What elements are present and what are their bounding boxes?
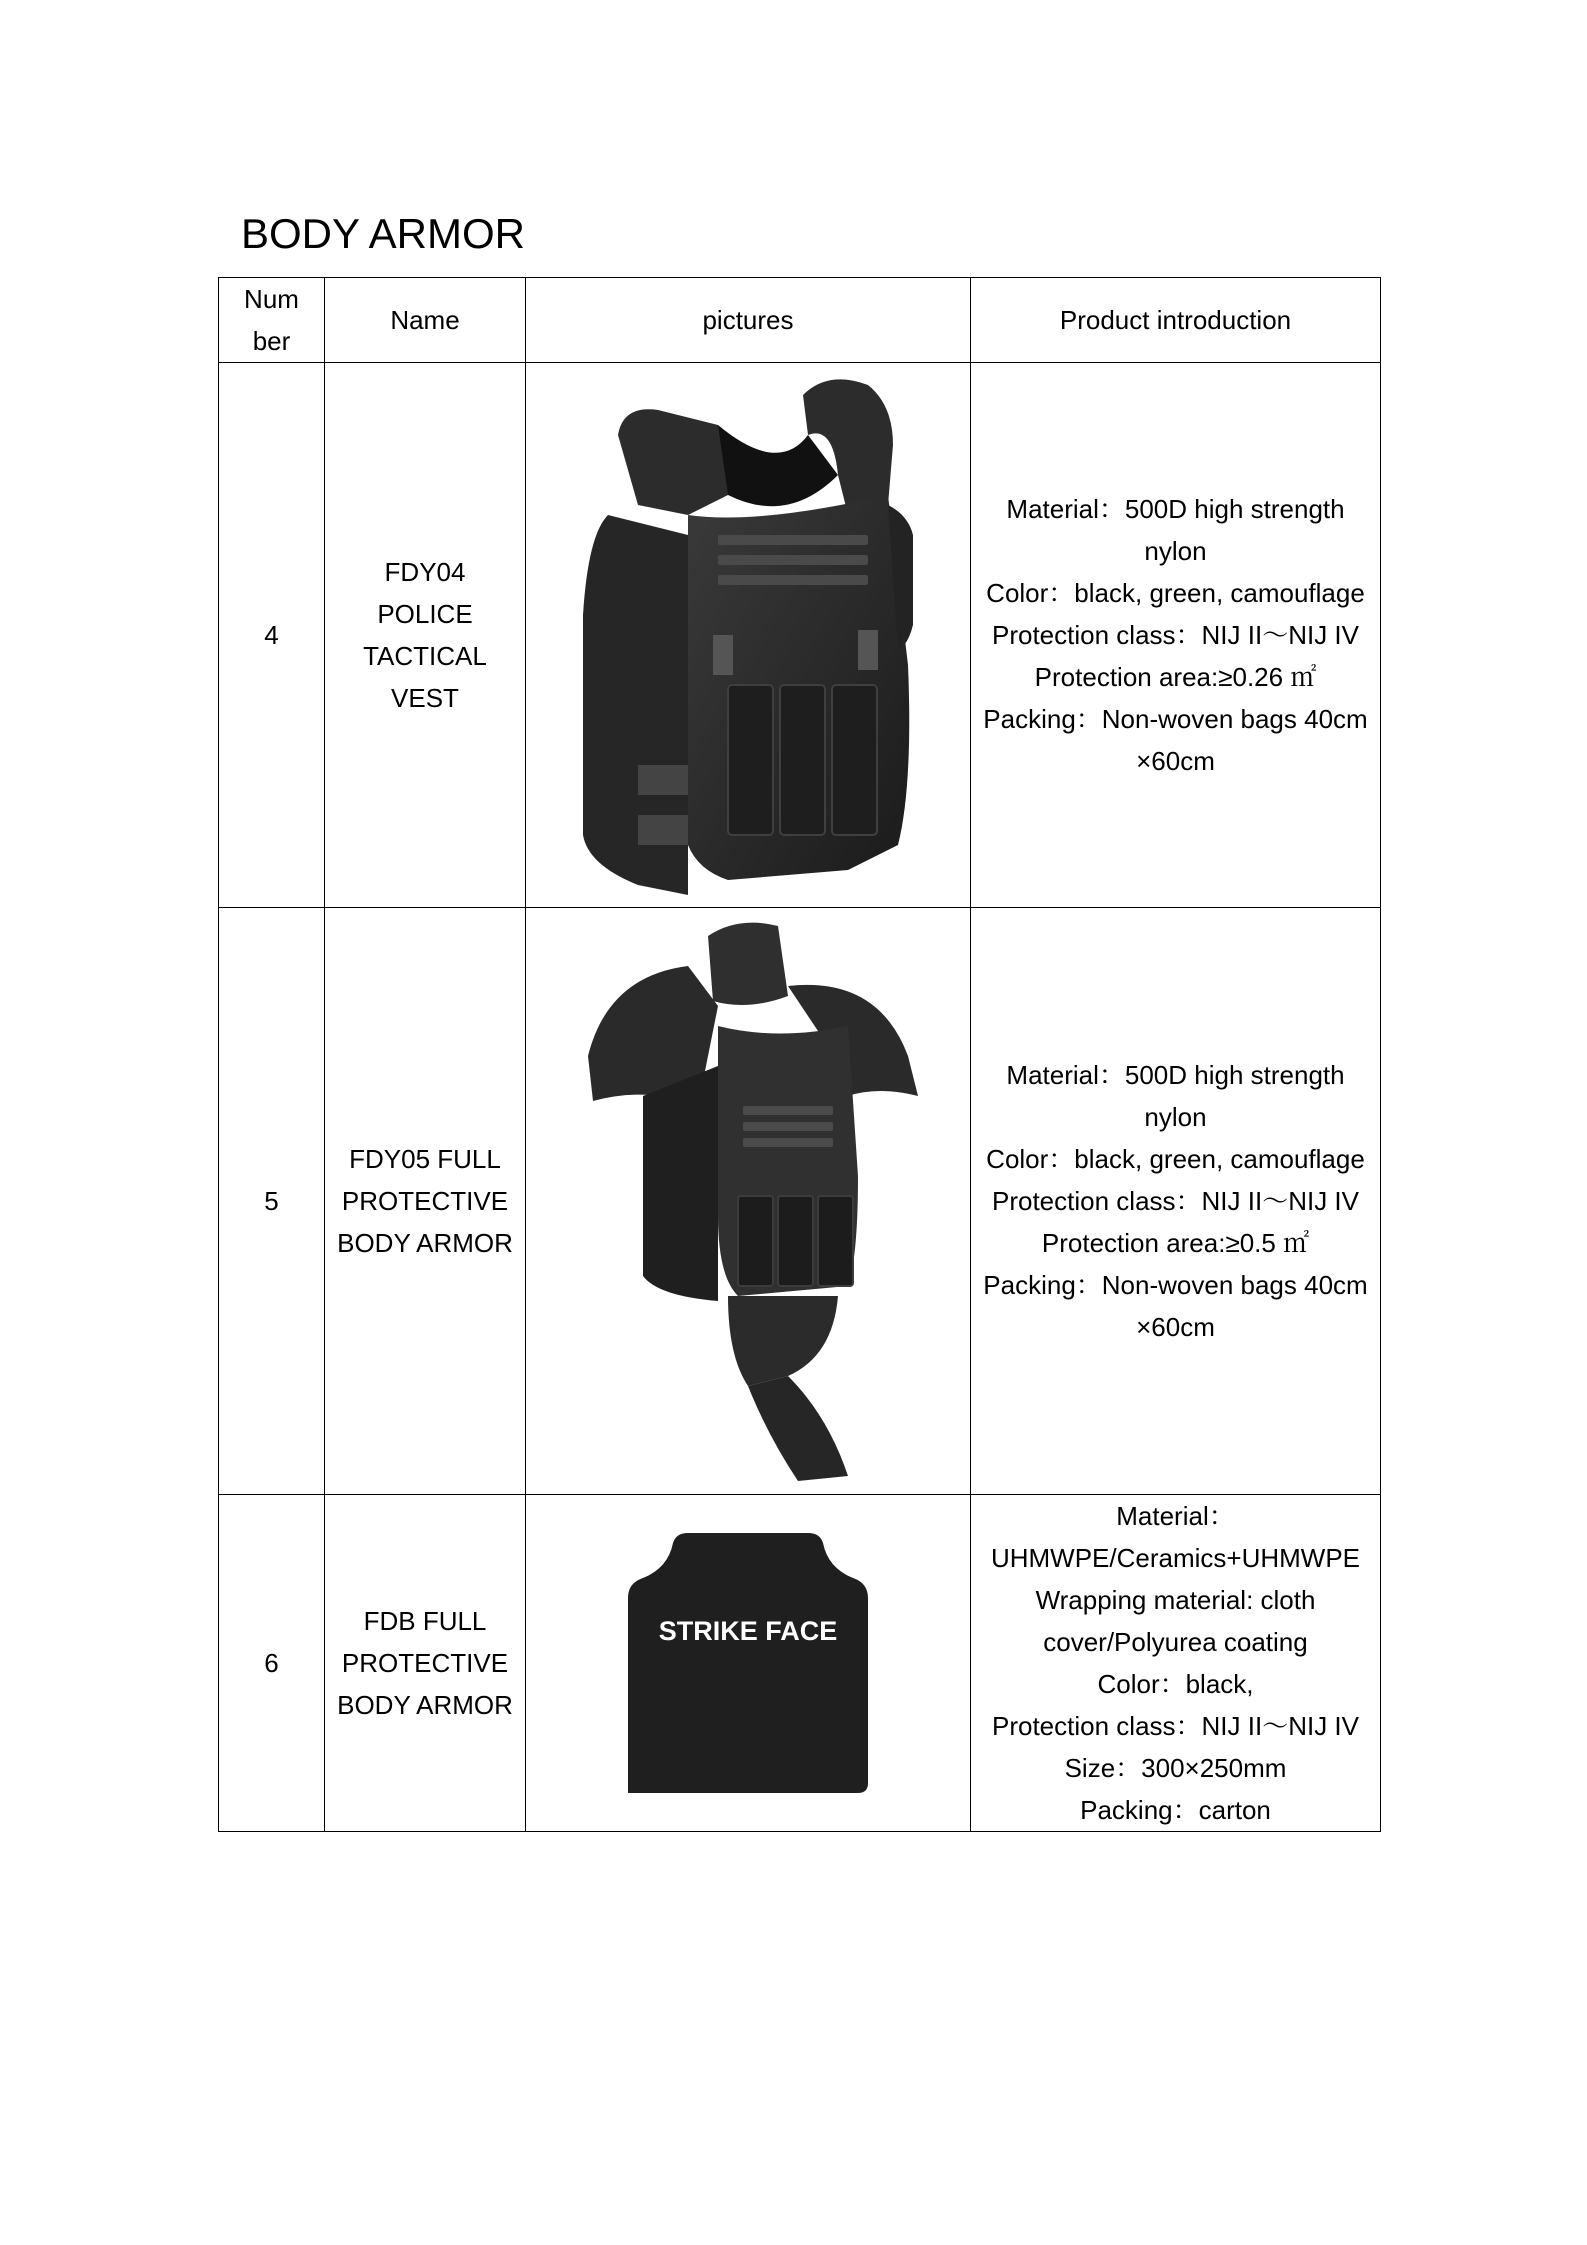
header-product-introduction: Product introduction <box>971 278 1381 363</box>
table-row <box>219 1495 1381 1832</box>
table-header-row <box>219 278 1381 363</box>
row-name <box>325 1495 526 1832</box>
intro-line: Packing：Non-woven bags 40cm <box>983 704 1368 734</box>
row-name-line: PROTECTIVE <box>341 1186 509 1216</box>
intro-line: cover/Polyurea coating <box>1043 1627 1308 1657</box>
row-name-line: TACTICAL VEST <box>363 641 487 713</box>
row-introduction <box>971 908 1381 1495</box>
full-body-armor-image <box>548 916 948 1486</box>
intro-line: Protection area:≥0.26 ㎡ <box>1034 662 1317 692</box>
intro-line: ×60cm <box>1136 1312 1215 1342</box>
product-table <box>218 277 1381 1832</box>
intro-line: Material： <box>1116 1501 1235 1531</box>
row-name-line: FDY05 FULL <box>349 1144 501 1174</box>
row-name-line: FDB FULL <box>363 1606 487 1636</box>
header-pictures: pictures <box>526 278 971 363</box>
row-name <box>325 363 526 908</box>
intro-line: nylon <box>1144 536 1207 566</box>
row-number: 6 <box>219 1495 325 1832</box>
row-introduction <box>971 363 1381 908</box>
intro-line: Wrapping material: cloth <box>1035 1585 1316 1615</box>
intro-line: Color：black, <box>1097 1669 1254 1699</box>
intro-line: Material：500D high strength <box>1006 1060 1345 1090</box>
intro-line: Packing：Non-woven bags 40cm <box>983 1270 1368 1300</box>
intro-line: Packing：carton <box>1080 1795 1271 1825</box>
intro-line: Protection class：NIJ II～NIJ IV <box>992 1186 1359 1216</box>
header-number <box>219 278 325 363</box>
row-introduction <box>971 1495 1381 1832</box>
row-name-line: PROTECTIVE <box>341 1648 509 1678</box>
row-name <box>325 908 526 1495</box>
header-number-line: ber <box>252 326 291 356</box>
row-name-line: POLICE <box>377 599 473 629</box>
row-name-line: BODY ARMOR <box>337 1228 513 1258</box>
intro-line: UHMWPE/Ceramics+UHMWPE <box>990 1543 1361 1573</box>
table-row <box>219 363 1381 908</box>
tactical-vest-image <box>548 365 948 905</box>
row-picture <box>526 363 971 908</box>
intro-line: nylon <box>1144 1102 1207 1132</box>
header-name: Name <box>325 278 526 363</box>
row-picture <box>526 1495 971 1832</box>
intro-line: Material：500D high strength <box>1006 494 1345 524</box>
row-picture <box>526 908 971 1495</box>
intro-line: Size：300×250mm <box>1064 1753 1287 1783</box>
header-number-line: Num <box>244 284 299 314</box>
ballistic-plate-image <box>618 1528 878 1798</box>
row-name-line: BODY ARMOR <box>337 1690 513 1720</box>
intro-line: ×60cm <box>1136 746 1215 776</box>
intro-line: Protection area:≥0.5 ㎡ <box>1041 1228 1310 1258</box>
intro-line: Color：black, green, camouflage <box>986 578 1365 608</box>
intro-line: Protection class：NIJ II～NIJ IV <box>992 620 1359 650</box>
row-number: 4 <box>219 363 325 908</box>
plate-label: STRIKE FACE <box>658 1616 838 1646</box>
row-number: 5 <box>219 908 325 1495</box>
table-row <box>219 908 1381 1495</box>
intro-line: Color：black, green, camouflage <box>986 1144 1365 1174</box>
page-title: BODY ARMOR <box>241 210 525 257</box>
intro-line: Protection class：NIJ II～NIJ IV <box>992 1711 1359 1741</box>
row-name-line: FDY04 <box>384 557 466 587</box>
